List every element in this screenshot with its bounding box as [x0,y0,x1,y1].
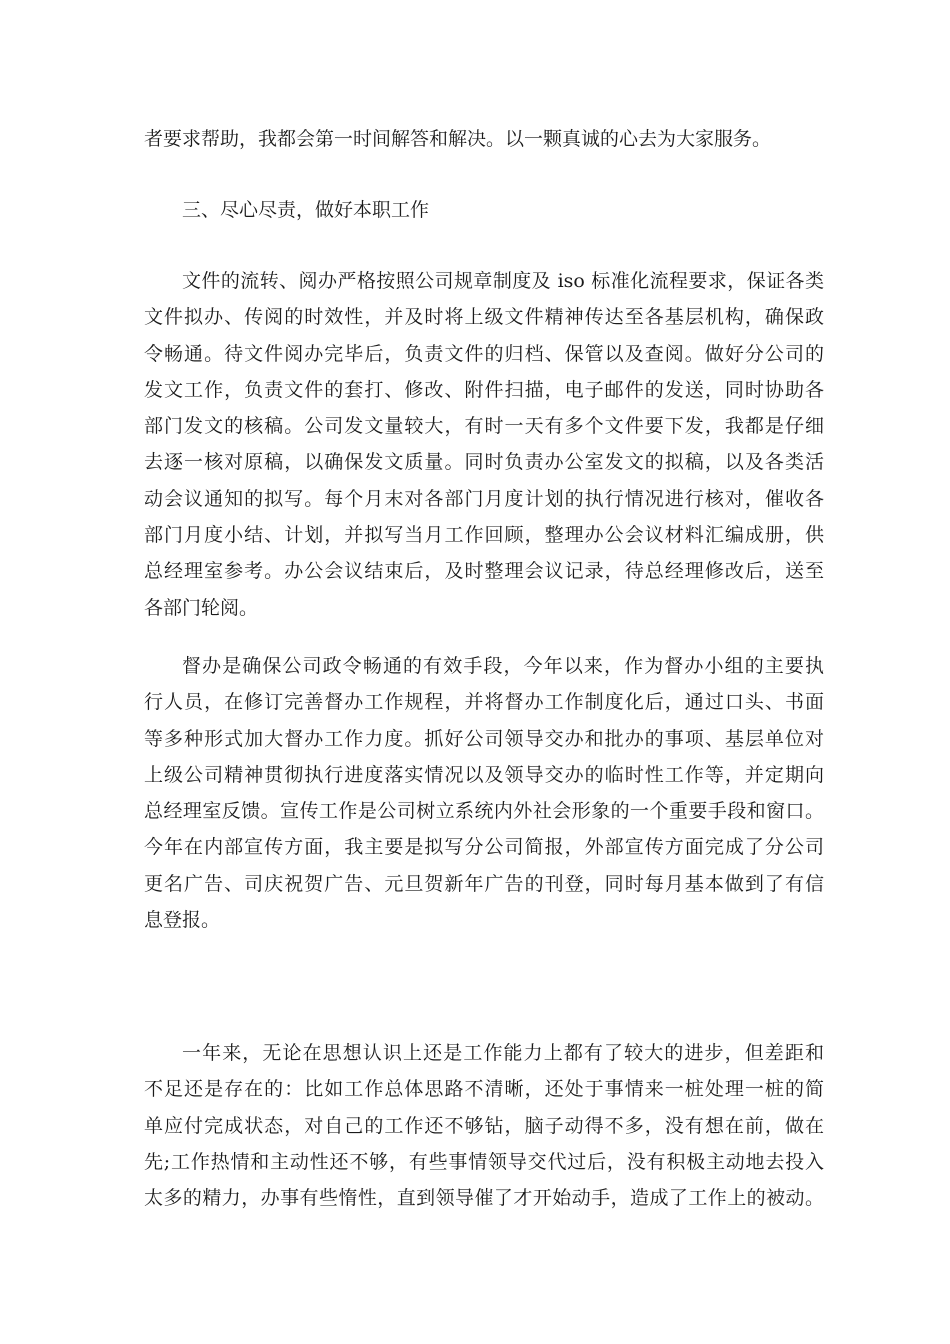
text-line: 部门发文的核稿。公司发文量较大，有时一天有多个文件要下发，我都是仔细 [144,415,824,438]
text-line: 总经理室参考。办公会议结束后，及时整理会议记录，待总经理修改后，送至 [144,560,824,583]
text-line: 更名广告、司庆祝贺广告、元旦贺新年广告的刊登，同时每月基本做到了有信 [144,872,824,895]
paragraph-document-handling [144,263,824,626]
text-line: 各部门轮阅。 [144,596,259,619]
text-line: 动会议通知的拟写。每个月末对各部门月度计划的执行情况进行核对，催收各 [144,487,824,510]
text-line: 文件的流转、阅办严格按照公司规章制度及 iso 标准化流程要求，保证各类 [182,270,824,292]
text-line: 文件拟办、传阅的时效性，并及时将上级文件精神传达至各基层机构，确保政 [144,306,824,329]
text-line: 上级公司精神贯彻执行进度落实情况以及领导交办的临时性工作等，并定期向 [144,763,824,786]
text-line: 先;工作热情和主动性还不够，有些事情领导交代过后，没有积极主动地去投入 [144,1150,824,1173]
section-heading-text: 三、尽心尽责，做好本职工作 [182,199,430,221]
text-line: 等多种形式加大督办工作力度。抓好公司领导交办和批办的事项、基层单位对 [144,727,824,750]
text-line: 去逐一核对原稿，以确保发文质量。同时负责办公室发文的拟稿，以及各类活 [144,451,824,474]
paragraph-continuation [144,121,824,157]
section-heading [144,192,824,228]
text-line: 督办是确保公司政令畅通的有效手段，今年以来，作为督办小组的主要执 [182,655,824,677]
paragraph-supervision [144,648,824,938]
paragraph-self-review [144,1035,824,1216]
text-line: 发文工作，负责文件的套打、修改、附件扫描，电子邮件的发送，同时协助各 [144,378,824,401]
text-line: 行人员，在修订完善督办工作规程，并将督办工作制度化后，通过口头、书面 [144,691,824,714]
text-line: 部门月度小结、计划，并拟写当月工作回顾，整理办公会议材料汇编成册，供 [144,524,824,547]
text-line: 总经理室反馈。宣传工作是公司树立系统内外社会形象的一个重要手段和窗口。 [144,800,824,823]
text-line: 太多的精力，办事有些惰性，直到领导催了才开始动手，造成了工作上的被动。 [144,1187,824,1210]
text-line: 一年来，无论在思想认识上还是工作能力上都有了较大的进步，但差距和 [182,1042,824,1064]
text-line: 息登报。 [144,909,221,932]
text-line: 者要求帮助，我都会第一时间解答和解决。以一颗真诚的心去为大家服务。 [144,128,772,150]
text-line: 令畅通。待文件阅办完毕后，负责文件的归档、保管以及查阅。做好分公司的 [144,342,824,365]
text-line: 今年在内部宣传方面，我主要是拟写分公司简报，外部宣传方面完成了分公司 [144,836,824,859]
text-line: 不足还是存在的：比如工作总体思路不清晰，还处于事情来一桩处理一桩的简 [144,1078,824,1101]
text-line: 单应付完成状态，对自己的工作还不够钻，脑子动得不多，没有想在前，做在 [144,1114,824,1137]
